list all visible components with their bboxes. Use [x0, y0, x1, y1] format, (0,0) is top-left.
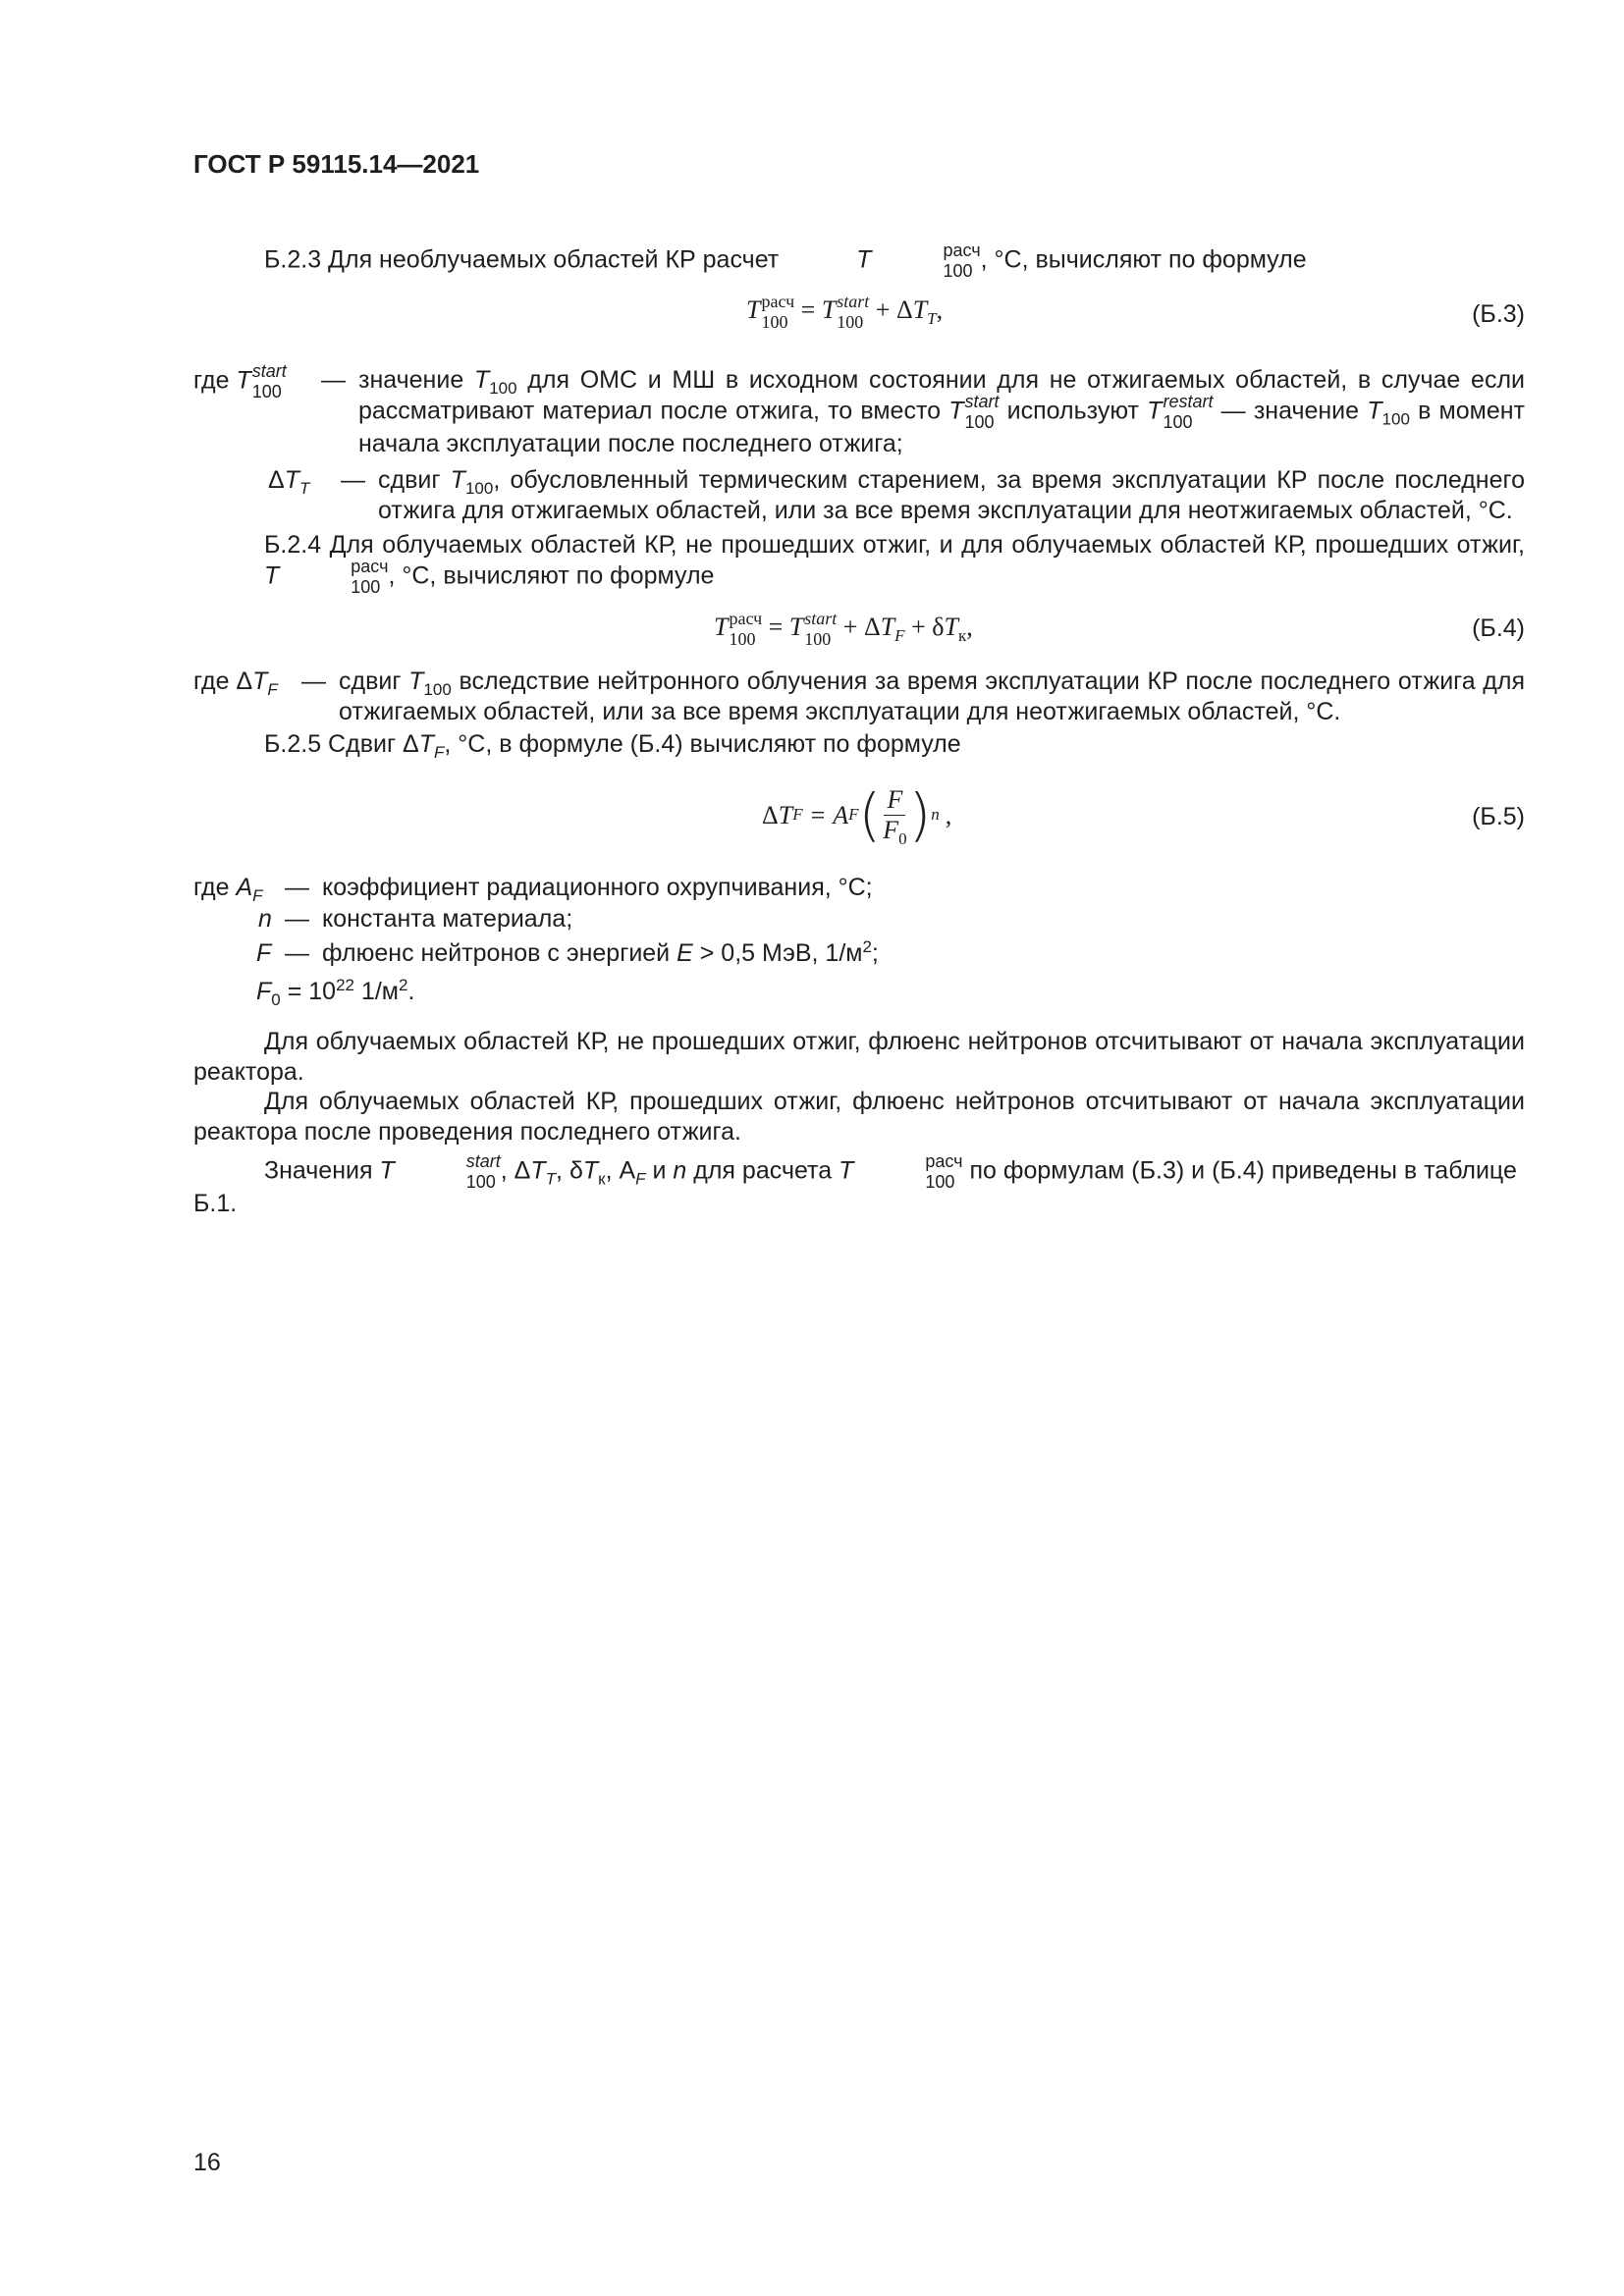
symbol-t100-rasch: T расч 100	[264, 557, 389, 597]
definition-delta-tf: где $\Delta T_F$ — сдвиг $T_{100}$ вследствие нейтронного облучения за время эксплуатации КР после последнего отжига для отжигаемых областей, или за все время эксплуатации для неотжигаемых областей, °С.	[193, 667, 1526, 725]
definition-af: где $A_F$ — коэффициент радиационного охрупчивания, °С;	[193, 874, 873, 905]
definition-t100-start: где T start 100 — значение $T_{100}$ для ОМС и МШ в исходном состоянии для не отжигаемых областей, в случае если рассматривают материал после отжига, то вместо T start 100 используют T restart 100 — значение $T_{100}$ в момент начала эксплуатации после последнего отжига;	[193, 361, 1525, 457]
formula-number-b5: (Б.5)	[1472, 803, 1525, 830]
formula-b4: T расч 100 = T start 100 + $\Delta T_F + \delta T_к$,	[714, 609, 973, 650]
symbol-t100-rasch: T расч 100	[856, 240, 981, 281]
paragraph-b23: Б.2.3 Для необлучаемых областей КР расчет T расч 100 , °С, вычисляют по формуле	[264, 240, 1307, 281]
paragraph-fluence-2: Для облучаемых областей КР, прошедших отжиг, флюенс нейтронов отсчитывают от начала эксплуатации реактора после проведения последнего отжига.	[193, 1088, 1525, 1146]
formula-b3: T расч 100 = T start 100 + $\Delta T_T$,	[746, 292, 944, 333]
formula-number-b3: (Б.3)	[1472, 300, 1525, 328]
definition-f: F — флюенс нейтронов с энергией E > 0,5 МэВ, $1/м^2$;	[256, 937, 879, 967]
paragraph-b25: Б.2.5 Сдвиг $\Delta T_F$, °С, в формуле (Б.4) вычисляют по формуле	[264, 730, 961, 762]
definition-f0: $F_0 = 10^{22}$ $1/м^2$.	[256, 976, 415, 1009]
definition-delta-tt: $\Delta T_T$ — сдвиг $T_{100}$, обусловленный термическим старением, за время эксплуатации КР после последнего отжига для отжигаемых областей, или за все время эксплуатации для неотжигаемых областей, °С.	[268, 466, 1525, 524]
definition-n: n — константа материала;	[258, 905, 573, 933]
fraction-f-over-f0: $\frac{F}{F_0}$	[883, 784, 907, 848]
paragraph-values: Значения T start 100 , $\Delta T_T$, $\delta T_к$, $А_F$ и n для расчета T расч 100 по формулам (Б.3) и (Б.4) приведены в таблице Б.1.	[193, 1151, 1517, 1217]
paragraph-b24: Б.2.4 Для облучаемых областей КР, не прошедших отжиг, и для облучаемых областей КР, прошедших отжиг, T расч 100 , °С, вычисляют по формуле	[193, 530, 1525, 594]
formula-b5: Δ T F = A F ( $\frac{F}{F_0}$ ) n ,	[762, 781, 952, 848]
page-number: 16	[193, 2149, 221, 2176]
right-paren: )	[908, 781, 932, 848]
formula-number-b4: (Б.4)	[1472, 614, 1525, 642]
left-paren: (	[858, 781, 882, 848]
document-header: ГОСТ Р 59115.14—2021	[193, 149, 480, 179]
paragraph-fluence-1: Для облучаемых областей КР, не прошедших отжиг, флюенс нейтронов отсчитывают от начала эксплуатации реактора.	[193, 1028, 1525, 1086]
